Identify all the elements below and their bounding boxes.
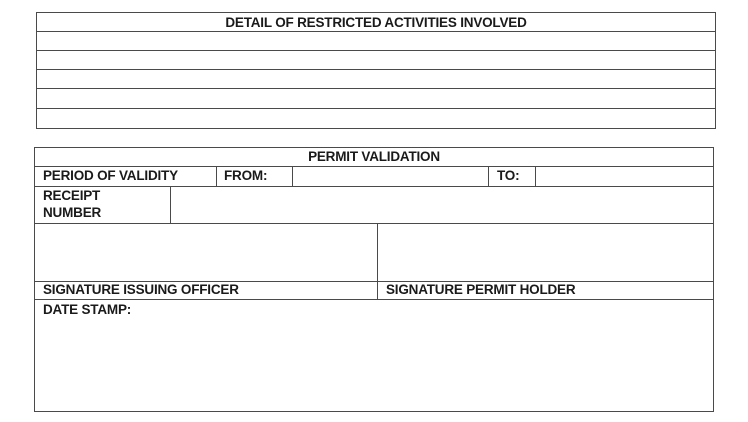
date-stamp-area[interactable] <box>35 320 713 410</box>
restricted-line-5[interactable] <box>37 109 715 128</box>
restricted-line-3[interactable] <box>37 70 715 88</box>
to-label: TO: <box>497 168 520 183</box>
period-divider <box>216 166 217 186</box>
signature-permit-holder-label: SIGNATURE PERMIT HOLDER <box>386 282 576 297</box>
period-of-validity-label: PERIOD OF VALIDITY <box>43 168 178 183</box>
receipt-number-label-line1: RECEIPT <box>43 188 101 203</box>
restricted-line-4[interactable] <box>37 89 715 107</box>
signature-bottom-divider <box>34 299 714 300</box>
signature-issuing-officer-box[interactable] <box>35 224 376 280</box>
permit-validation-title: PERMIT VALIDATION <box>308 149 440 164</box>
receipt-number-field[interactable] <box>171 187 713 222</box>
restricted-activities-title: DETAIL OF RESTRICTED ACTIVITIES INVOLVED <box>225 15 527 30</box>
to-date-field[interactable] <box>536 167 713 185</box>
receipt-number-label-line2: NUMBER <box>43 205 102 220</box>
date-stamp-label: DATE STAMP: <box>43 302 132 317</box>
signature-issuing-officer-label: SIGNATURE ISSUING OFFICER <box>43 282 239 297</box>
from-label: FROM: <box>224 168 268 183</box>
from-date-field[interactable] <box>293 167 487 185</box>
signature-permit-holder-box[interactable] <box>378 224 713 280</box>
restricted-line-1[interactable] <box>37 32 715 50</box>
from-value-divider <box>488 166 489 186</box>
restricted-line-2[interactable] <box>37 51 715 69</box>
